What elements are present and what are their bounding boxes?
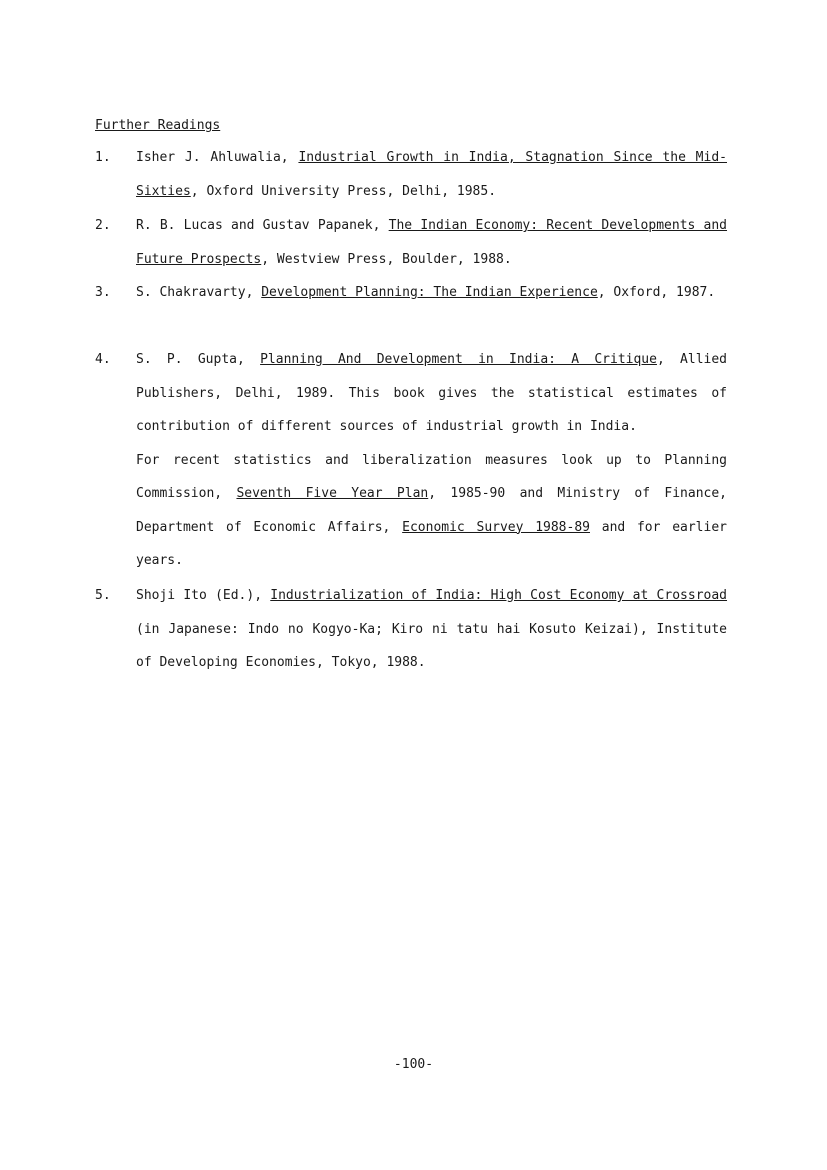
reference-note-title: Economic Survey 1988-89 [402, 519, 590, 535]
reference-note: and for earlier years. [136, 519, 727, 568]
reference-publication: , Oxford University Press, Delhi, 1985. [190, 183, 497, 199]
reference-text [136, 209, 727, 276]
reference-text [136, 579, 727, 680]
reference-number: 2. [95, 218, 111, 233]
reference-text [136, 343, 727, 578]
reference-note: For recent statistics and liberalization measures look up to Planning Commission, [136, 452, 727, 501]
reference-publication: (in Japanese: Indo no Kogyo-Ka; Kiro ni tatu hai Kosuto Keizai), Institute of Developing Economies, Tokyo, 1988. [136, 621, 727, 670]
reference-author: S. P. Gupta, [136, 352, 245, 367]
reference-author: R. B. Lucas and Gustav Papanek, [136, 218, 381, 233]
reference-number: 3. [95, 285, 111, 300]
reference-number: 4. [95, 352, 111, 367]
reference-note-title: Seventh Five Year Plan [236, 486, 429, 501]
reference-text [136, 141, 727, 208]
reference-number: 5. [95, 588, 111, 603]
page-number: -100- [393, 1057, 434, 1072]
reference-number: 1. [95, 150, 111, 165]
reference-publication: , Westview Press, Boulder, 1988. [261, 251, 512, 267]
reference-author: S. Chakravarty, [136, 285, 254, 300]
reference-publication: , Oxford, 1987. [597, 285, 716, 300]
reference-title: The Indian Economy: Recent Developments and Future Prospects [136, 218, 728, 267]
reference-title: Development Planning: The Indian Experience [261, 285, 598, 300]
reference-text [136, 276, 727, 310]
reference-author: Isher J. Ahluwalia, [136, 150, 289, 165]
reference-title: Industrialization of India: High Cost Economy at Crossroad [270, 588, 728, 603]
reference-note: , 1985-90 and Ministry of Finance, Department of Economic Affairs, [136, 486, 727, 535]
reference-publication: , Allied Publishers, Delhi, 1989. This book gives the statistical estimates of contribution of different sources of industrial growth in India. [136, 352, 728, 434]
reference-author: Shoji Ito (Ed.), [136, 588, 263, 603]
reference-title: Industrial Growth in India, Stagnation Since the Mid-Sixties [136, 150, 727, 199]
section-heading: Further Readings [95, 118, 221, 133]
reference-title: Planning And Development in India: A Critique [260, 352, 657, 367]
